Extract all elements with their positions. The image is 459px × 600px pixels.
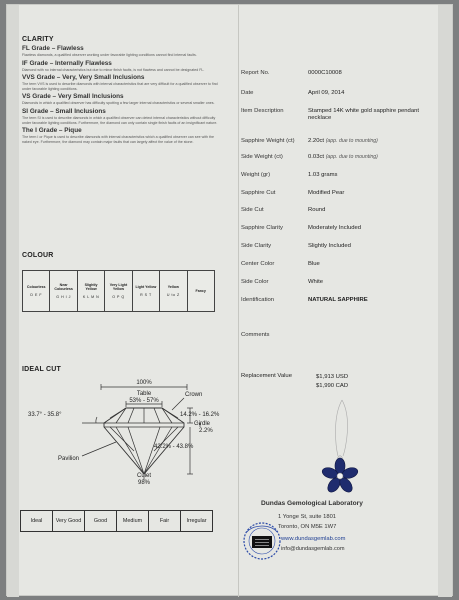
report-row-value [308,70,441,77]
report-row-value [308,172,441,179]
replacement-value [241,373,348,391]
report-row [241,297,441,304]
cut-grade-cell: Medium [117,511,149,531]
crown-height-label: 14.2% - 16.2% [180,412,220,418]
report-row-key: Side Cut [241,207,264,213]
colour-cell [23,271,50,311]
report-row-value [308,332,441,339]
girdle-pct-label: 2.2% [199,428,213,434]
colour-cell [160,271,187,311]
clarity-grade-title: FL Grade – Flawless [22,45,84,52]
colour-cell-label: Yellow [167,284,179,289]
report-row-key: Comments [241,332,270,338]
report-row-value [308,207,441,214]
clarity-grade-description: Flawless diamonds, a qualified observer working under favorable lighting conditions cannot find internal faults. [22,53,197,57]
report-row-value [308,108,441,122]
clarity-grade-description: The term VVS is used to describe diamonds with internal characteristics that are very difficult for a qualified observer to find under favorable lighting conditions. [22,82,218,91]
cut-grade-cell: Very Good [53,511,85,531]
report-row-value-text: Slightly Included [308,243,351,249]
report-row [241,190,441,197]
clarity-grade-title: SI Grade – Small Inclusions [22,107,106,115]
colour-cell-label: Fancy [195,288,206,293]
report-row [241,90,441,97]
left-tape-strip [7,5,19,597]
cut-grade-cell: Fair [149,511,181,531]
clarity-grade-title: The I Grade – Pique [22,127,82,135]
report-row [241,279,441,286]
clarity-grade-description: The term SI is used to describe diamonds in which a qualified observer can detect internal characteristics without difficulty under favorable lighting conditions. Furthermore, the diamond can only contain single finish faults of an insignificant nature. [22,115,218,125]
report-row [241,138,441,145]
cut-grade-table [20,510,213,532]
colour-cell-label: Very Light Yellow [109,282,128,291]
report-row [241,225,441,232]
sapphire-pendant-image [296,398,386,498]
clarity-grade-description: Diamonds in which a qualified observer has difficulty spotting a few larger internal characteristics or several smaller ones. [22,101,215,106]
report-row-value-text: Blue [308,261,320,267]
report-row-value [308,138,441,145]
lab-address-line1: 1 Yonge St, suite 1801 [278,514,337,520]
pavilion-depth-label: 42.2% - 43.8% [154,444,194,450]
colour-cell-grades: G H I J [56,295,71,300]
clarity-section [22,36,222,144]
replacement-cad: $1,990 CAD [316,383,349,389]
clarity-grade-description: The term I or Pique is used to describe diamonds with internal characteristics which a qualified observer can see with the naked eye. Furthermore, the diamond may contain major faults that can largely affect the value of the stone. [22,135,214,144]
report-row-key: Side Weight (ct) [241,154,283,160]
lab-website-link[interactable]: www.dundasgemlab.com [281,536,346,542]
report-row-value-text: Moderately Included [308,225,362,231]
colour-cell [50,271,77,311]
colour-cell-grades: D E F [30,293,43,298]
report-row-value [308,90,441,97]
ideal-cut-title: IDEAL CUT [22,366,62,373]
girdle-label: Girdle [194,421,211,427]
report-row-key: Side Clarity [241,243,272,249]
lab-name: Dundas Gemological Laboratory [261,500,363,507]
total-width-label: 100% [136,380,152,386]
cut-grade-cell: Good [85,511,117,531]
report-row-note: (app. due to mounting) [325,138,378,144]
report-row-value [308,225,441,232]
colour-cell-label: Slightly Yellow [84,282,98,291]
clarity-grade-title: IF Grade – Internally Flawless [22,59,112,67]
report-row-value [308,154,441,161]
table-range-label: 53% - 57% [129,398,159,404]
report-row-key: Sapphire Cut [241,190,276,196]
colour-scale-table [22,270,215,312]
cut-grade-cell: Irregular [186,518,207,524]
report-row-key: Weight (gr) [241,172,271,178]
report-row [241,243,441,250]
fold-line [238,5,239,597]
report-row [241,108,441,122]
replacement-label: Replacement Value [241,373,292,379]
colour-cell [188,271,214,311]
report-row-value-text: Modified Pear [308,190,345,196]
colour-cell [78,271,105,311]
report-row-value-text: 1.03 grams [308,172,338,178]
colour-cell [133,271,160,311]
culet-pct-label: 98% [137,480,151,486]
lab-seal-icon [241,520,283,562]
report-row-value-text: Round [308,207,326,213]
diamond-proportion-diagram [24,376,224,488]
colour-cell-label: Colourless [26,284,46,289]
report-row-value [308,279,441,286]
replacement-usd: $1,913 USD [316,374,349,380]
report-row-value-text: April 09, 2014 [308,90,345,96]
report-row-key: Side Color [241,279,269,285]
colour-cell-grades: K L M N [82,295,100,300]
cut-grade-cell: Ideal [21,511,53,531]
report-row-value-text: NATURAL SAPPHIRE [308,297,368,303]
report-row-key: Center Color [241,261,275,267]
crown-angle-label: 33.7° - 35.8° [28,412,62,418]
culet-label: Culet [136,473,152,479]
lab-address-line2: Toronto, ON M5E 1W7 [278,524,337,530]
clarity-grade-list [22,45,222,144]
report-row-note: (app. due to mounting) [325,154,378,160]
report-row-value-text: Stamped 14K white gold sapphire pendant necklace [308,108,420,121]
report-row-value [308,190,441,197]
clarity-grade-title: VVS Grade – Very, Very Small Inclusions [22,74,145,82]
colour-cell-label: Light Yellow [135,284,157,289]
clarity-grade-description: Diamond with no internal characteristics but due to minor finish faults, is not flawless and cannot be designated FL. [22,67,205,72]
colour-cell-label: Near Colourless [54,282,73,291]
report-row-value [308,297,441,304]
report-row-key: Report No. [241,70,270,76]
colour-cell-grades: R S T [140,293,152,298]
report-row [241,70,441,77]
report-row-key: Identification [241,297,275,303]
colour-cell-grades: O P Q [112,295,125,300]
report-row-value-text: 0000C10008 [308,70,342,76]
report-row-key: Date [241,90,254,96]
report-row-value-text: 2.20ct [308,138,325,144]
report-row-key: Sapphire Clarity [241,225,283,231]
report-row [241,207,441,214]
report-row-value [308,261,441,268]
report-row-value [308,243,441,250]
report-row [241,332,441,339]
clarity-grade-title: VS Grade – Very Small Inclusions [22,93,124,101]
report-row [241,154,441,161]
crown-label: Crown [185,392,203,398]
report-row [241,172,441,179]
pavilion-label: Pavilion [58,456,80,462]
colour-title: COLOUR [22,252,54,259]
report-row-value-text: White [308,279,324,285]
report-row-key: Sapphire Weight (ct) [241,138,295,144]
report-row [241,261,441,268]
report-row-key: Item Description [241,108,284,114]
colour-cell [105,271,132,311]
clarity-title: CLARITY [22,36,54,43]
lab-email[interactable]: info@dundasgemlab.com [281,546,345,552]
colour-cell-grades: U to Z [166,293,180,298]
report-row-value-text: 0.03ct [308,154,325,160]
table-label: Table [136,391,152,397]
